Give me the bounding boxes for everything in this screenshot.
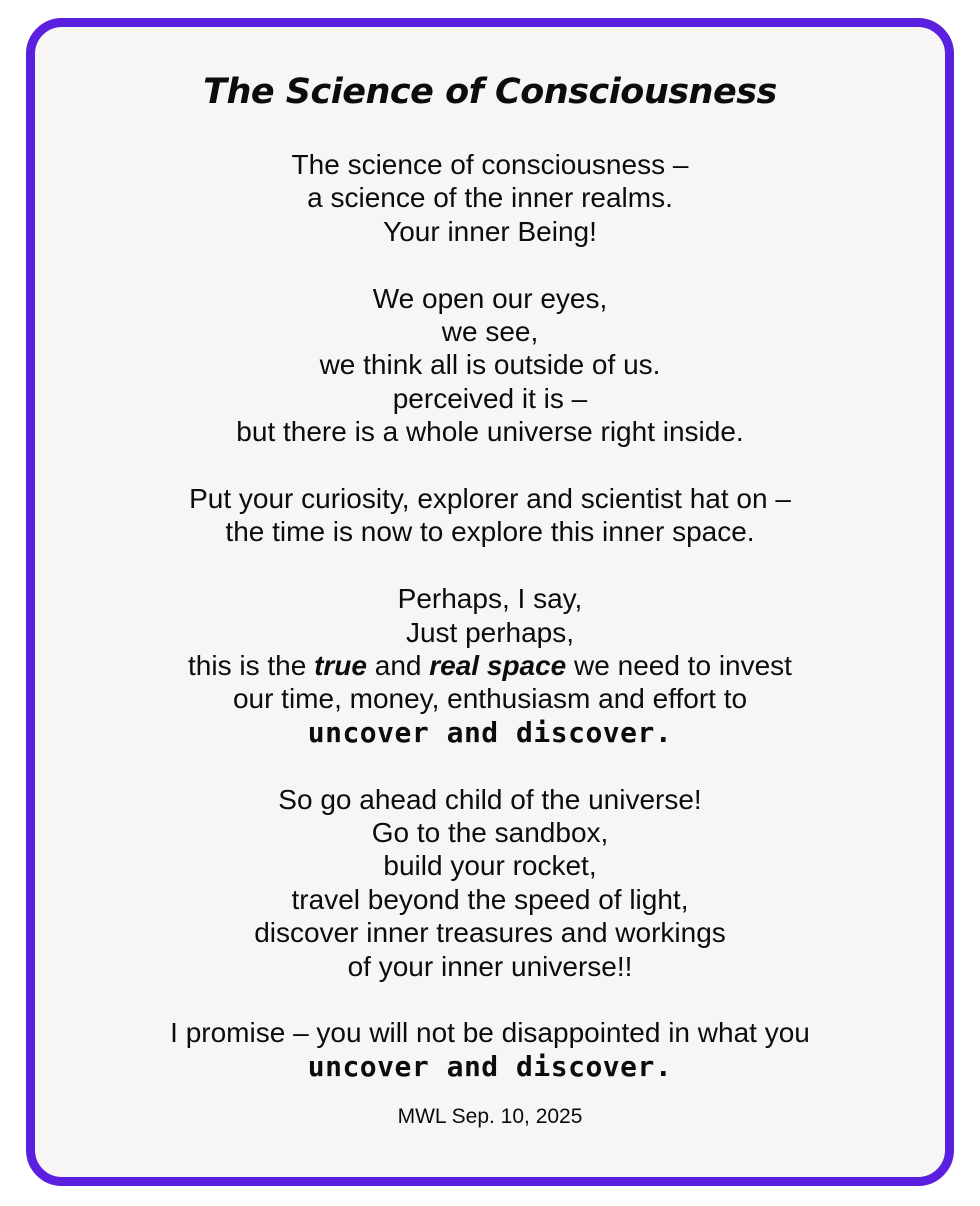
handwritten-line: uncover and discover. <box>307 1049 673 1083</box>
poem-line: perceived it is – <box>392 382 588 414</box>
text-run: we need to invest <box>566 650 792 682</box>
poem-line: build your rocket, <box>383 850 597 882</box>
poem-line: our time, money, enthusiasm and effort to <box>232 683 748 715</box>
poem-line: Just perhaps, <box>405 616 575 648</box>
handwritten-line: uncover and discover. <box>307 715 673 749</box>
emphasis-real-space: real space <box>429 650 567 682</box>
stanza-gap <box>0 248 980 281</box>
stanza-gap <box>0 549 980 582</box>
poem-line: So go ahead child of the universe! <box>278 783 702 815</box>
signature-date: MWL Sep. 10, 2025 <box>397 1105 583 1128</box>
poem-line: travel beyond the speed of light, <box>291 883 689 915</box>
text-run: this is the <box>188 650 315 682</box>
poem-line: The science of consciousness – <box>291 149 689 180</box>
poem-line: we think all is outside of us. <box>319 349 661 381</box>
poem-line: the time is now to explore this inner space. <box>225 516 755 548</box>
poem-line: we see, <box>441 316 539 348</box>
stanza-gap <box>0 449 980 482</box>
emphasis-true: true <box>314 650 367 682</box>
poem-body <box>0 148 980 1083</box>
poem-line: Your inner Being! <box>383 215 597 247</box>
poem-title: The Science of Consciousness <box>203 72 777 112</box>
poem-line-emphasis <box>0 649 980 682</box>
stanza-gap <box>0 983 980 1016</box>
poem-line: Go to the sandbox, <box>371 817 609 849</box>
poem-line: I promise – you will not be disappointed in what you <box>170 1017 810 1049</box>
poem-line: but there is a whole universe right inside. <box>236 416 744 448</box>
poem-line: Put your curiosity, explorer and scientist hat on – <box>189 483 791 515</box>
poem-line: a science of the inner realms. <box>307 182 673 214</box>
poem-line: discover inner treasures and workings <box>254 917 726 949</box>
poem-line: We open our eyes, <box>372 282 608 314</box>
poem-line: of your inner universe!! <box>347 950 633 982</box>
poem-line: Perhaps, I say, <box>397 583 583 615</box>
text-run: and <box>366 650 430 682</box>
stanza-gap <box>0 749 980 782</box>
